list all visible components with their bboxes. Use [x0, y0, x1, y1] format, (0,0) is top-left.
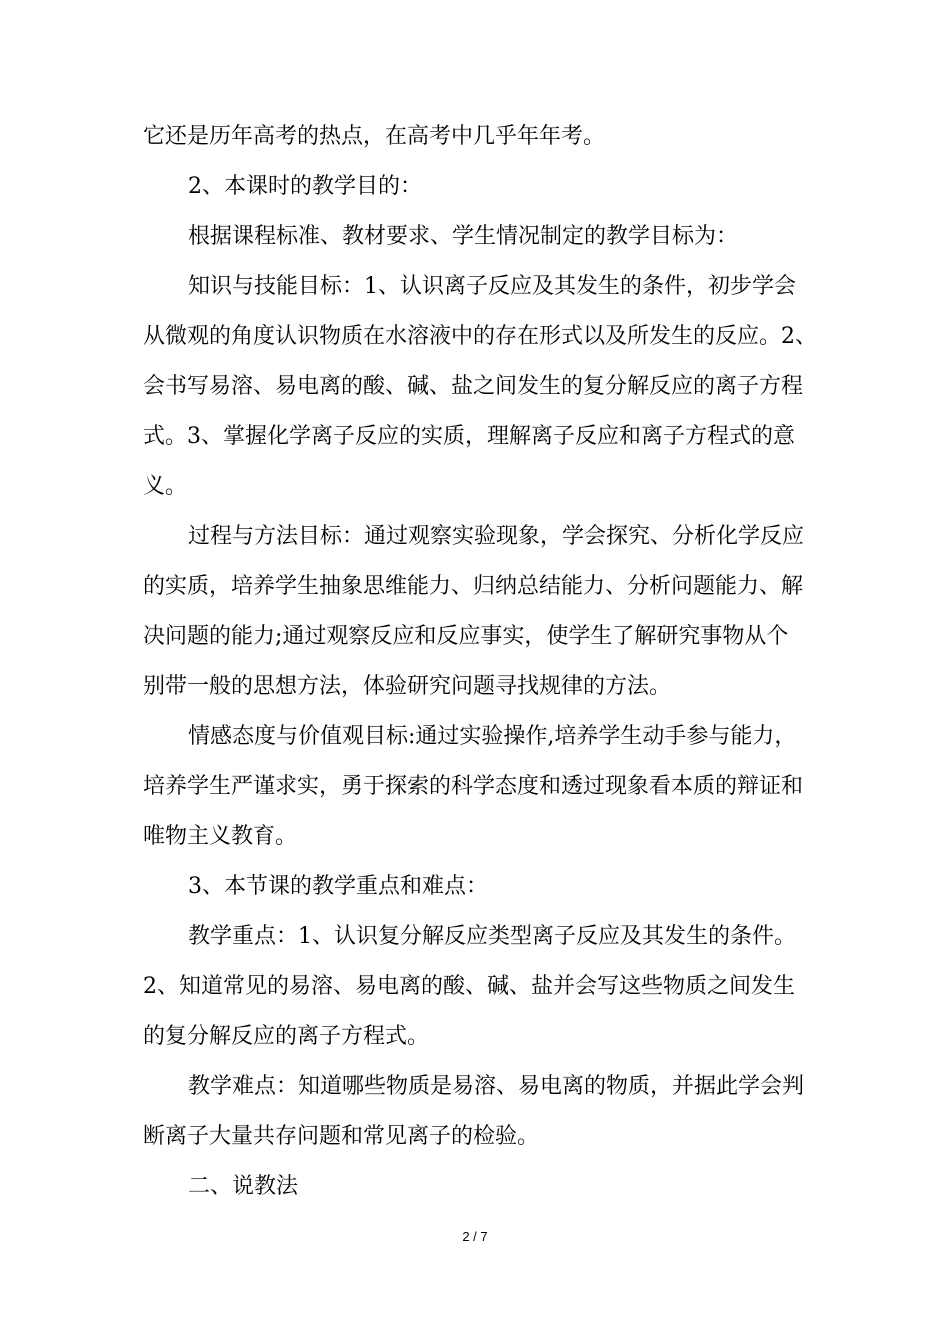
page-number: 2 / 7: [462, 1229, 488, 1244]
paragraph-line: 2、知道常见的易溶、易电离的酸、碱、盐并会写这些物质之间发生: [143, 974, 795, 999]
paragraph-line: 的复分解反应的离子方程式。: [143, 1024, 430, 1049]
paragraph-line: 知识与技能目标：1、认识离子反应及其发生的条件，初步学会: [188, 274, 796, 299]
paragraph-line: 的实质，培养学生抽象思维能力、归纳总结能力、分析问题能力、解: [143, 574, 804, 599]
paragraph-line: 决问题的能力;通过观察反应和反应事实，使学生了解研究事物从个: [143, 624, 789, 649]
paragraph-line: 式。3、掌握化学离子反应的实质，理解离子反应和离子方程式的意: [143, 424, 795, 449]
section-heading: 3、本节课的教学重点和难点：: [188, 874, 488, 899]
paragraph-line: 从微观的角度认识物质在水溶液中的存在形式以及所发生的反应。2、: [143, 324, 817, 349]
paragraph-line: 义。: [143, 474, 188, 499]
section-heading: 2、本课时的教学目的：: [188, 174, 422, 199]
paragraph-line: 教学难点：知道哪些物质是易溶、易电离的物质，并据此学会判: [188, 1074, 805, 1099]
paragraph-line: 教学重点：1、认识复分解反应类型离子反应及其发生的条件。: [188, 924, 796, 949]
paragraph-line: 它还是历年高考的热点，在高考中几乎年年考。: [143, 124, 606, 149]
paragraph-line: 断离子大量共存问题和常见离子的检验。: [143, 1124, 540, 1149]
paragraph-line: 过程与方法目标：通过观察实验现象，学会探究、分析化学反应: [188, 524, 805, 549]
section-heading: 二、说教法: [188, 1174, 299, 1199]
paragraph-line: 根据课程标准、教材要求、学生情况制定的教学目标为：: [188, 224, 739, 249]
paragraph-line: 别带一般的思想方法，体验研究问题寻找规律的方法。: [143, 674, 672, 699]
paragraph-line: 唯物主义教育。: [143, 824, 298, 849]
paragraph-line: 情感态度与价值观目标:通过实验操作,培养学生动手参与能力，: [188, 724, 797, 749]
paragraph-line: 培养学生严谨求实，勇于探索的科学态度和透过现象看本质的辩证和: [143, 774, 804, 799]
paragraph-line: 会书写易溶、易电离的酸、碱、盐之间发生的复分解反应的离子方程: [143, 374, 804, 399]
